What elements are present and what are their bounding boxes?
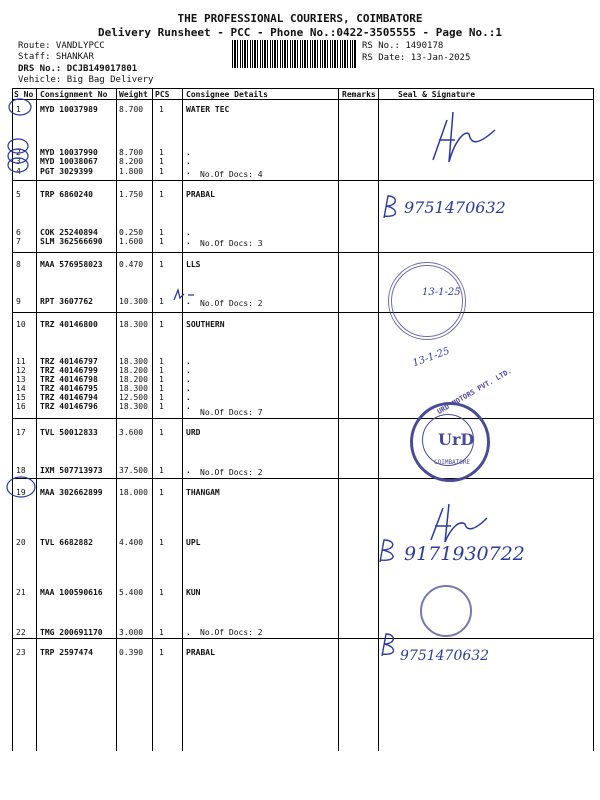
initials-mark	[376, 632, 402, 660]
cell-sno: 4	[16, 167, 21, 176]
cell-wt: 37.500	[119, 466, 148, 475]
cell-cn: RPT 3607762	[40, 297, 93, 306]
cell-cons: .	[186, 384, 191, 393]
cell-wt: 18.000	[119, 488, 148, 497]
cell-sno: 3	[16, 157, 21, 166]
doc-count: No.Of Docs: 4	[200, 170, 263, 179]
cell-cn: TRP 2597474	[40, 648, 93, 657]
cell-pcs: 1	[159, 384, 164, 393]
cell-pcs: 1	[159, 148, 164, 157]
barcode	[232, 40, 356, 68]
cell-cons: .	[186, 393, 191, 402]
cell-cn: MYD 10038067	[40, 157, 98, 166]
cell-pcs: 1	[159, 628, 164, 637]
doc-count: No.Of Docs: 7	[200, 408, 263, 417]
cell-sno: 8	[16, 260, 21, 269]
cell-wt: 8.200	[119, 157, 144, 166]
cell-cons: WATER TEC	[186, 105, 230, 114]
cell-cons: URD	[186, 428, 201, 437]
group-divider	[12, 180, 594, 181]
cell-sno: 11	[16, 357, 26, 366]
group-divider	[12, 638, 594, 639]
cell-cn: SLM 362566690	[40, 237, 103, 246]
handwritten-date: 13-1-25	[411, 345, 452, 370]
cell-sno: 9	[16, 297, 21, 306]
cell-pcs: 1	[159, 366, 164, 375]
rs-date: RS Date: 13-Jan-2025	[362, 53, 471, 63]
group-divider	[12, 478, 594, 479]
group-divider	[12, 312, 594, 313]
weight-correction-mark	[172, 288, 196, 302]
cell-cn: TMG 200691170	[40, 628, 103, 637]
cell-wt: 18.300	[119, 402, 148, 411]
initials-mark	[374, 536, 402, 566]
col-line	[338, 89, 339, 751]
col-header-weight: Weight	[119, 90, 148, 99]
pen-circles	[0, 90, 40, 510]
cell-cn: MAA 576958023	[40, 260, 103, 269]
cell-wt: 1.750	[119, 190, 144, 199]
cell-sno: 18	[16, 466, 26, 475]
cell-sno: 14	[16, 384, 26, 393]
small-stamp	[420, 585, 472, 637]
col-header-pcs: PCS	[155, 90, 170, 99]
signature-mark	[425, 500, 495, 545]
round-stamp	[388, 262, 466, 340]
pen-circle-mark	[9, 99, 31, 115]
group-divider	[12, 418, 594, 419]
pen-circle-mark	[8, 158, 28, 172]
cell-cn: TRZ 40146797	[40, 357, 98, 366]
cell-cons: KUN	[186, 588, 201, 597]
doc-count: No.Of Docs: 3	[200, 239, 263, 248]
cell-wt: 3.600	[119, 428, 144, 437]
cell-cons: .	[186, 375, 191, 384]
cell-sno: 23	[16, 648, 26, 657]
cell-pcs: 1	[159, 538, 164, 547]
cell-cn: TRP 6860240	[40, 190, 93, 199]
cell-cons: .	[186, 366, 191, 375]
cell-cons: PRABAL	[186, 648, 215, 657]
doc-count: No.Of Docs: 2	[200, 299, 263, 308]
cell-cn: MAA 100590616	[40, 588, 103, 597]
rs-number: RS No.: 1490178	[362, 41, 444, 51]
cell-pcs: 1	[159, 402, 164, 411]
cell-cons: .	[186, 148, 191, 157]
cell-pcs: 1	[159, 157, 164, 166]
cell-cons: .	[186, 167, 191, 176]
staff-label: Staff: SHANKAR	[18, 52, 94, 62]
cell-pcs: 1	[159, 167, 164, 176]
handwritten-phone: 9751470632	[404, 198, 506, 217]
drs-label: DRS No.: DCJB149017801	[18, 64, 138, 74]
cell-pcs: 1	[159, 297, 164, 306]
cell-wt: 0.470	[119, 260, 144, 269]
cell-wt: 5.400	[119, 588, 144, 597]
handwritten-phone: 9751470632	[400, 648, 490, 664]
pen-circle-mark	[8, 149, 28, 163]
cell-pcs: 1	[159, 190, 164, 199]
cell-pcs: 1	[159, 237, 164, 246]
col-header-remarks: Remarks	[342, 90, 376, 99]
col-line	[116, 89, 117, 751]
cell-cons: SOUTHERN	[186, 320, 225, 329]
cell-cn: TRZ 40146794	[40, 393, 98, 402]
cell-sno: 1	[16, 105, 21, 114]
cell-sno: 19	[16, 488, 26, 497]
cell-sno: 13	[16, 375, 26, 384]
cell-cons: .	[186, 402, 191, 411]
cell-sno: 7	[16, 237, 21, 246]
signature-mark	[425, 100, 505, 170]
runsheet-table	[12, 88, 594, 751]
handwritten-date: 13-1-25	[422, 287, 461, 298]
cell-cons: .	[186, 628, 191, 637]
stamp-logo-text: UrD	[438, 430, 475, 449]
cell-sno: 15	[16, 393, 26, 402]
cell-cons: .	[186, 297, 191, 306]
col-header-consignment: Consignment No	[40, 90, 108, 99]
cell-wt: 12.500	[119, 393, 148, 402]
cell-wt: 18.200	[119, 375, 148, 384]
cell-pcs: 1	[159, 105, 164, 114]
cell-cn: MYD 10037989	[40, 105, 98, 114]
cell-sno: 16	[16, 402, 26, 411]
initials-mark	[378, 194, 404, 222]
cell-cn: MAA 302662899	[40, 488, 103, 497]
cell-cons: .	[186, 157, 191, 166]
header-divider	[12, 99, 594, 100]
doc-count: No.Of Docs: 2	[200, 468, 263, 477]
cell-wt: 18.300	[119, 384, 148, 393]
cell-pcs: 1	[159, 260, 164, 269]
cell-cn: PGT 3029399	[40, 167, 93, 176]
cell-cn: IXM 507713973	[40, 466, 103, 475]
cell-cons: UPL	[186, 538, 201, 547]
cell-cn: TRZ 40146795	[40, 384, 98, 393]
cell-wt: 0.250	[119, 228, 144, 237]
cell-pcs: 1	[159, 428, 164, 437]
cell-wt: 8.700	[119, 148, 144, 157]
cell-wt: 10.300	[119, 297, 148, 306]
runsheet-subtitle: Delivery Runsheet - PCC - Phone No.:0422-3505555 - Page No.:1	[98, 26, 502, 39]
cell-cn: TRZ 40146796	[40, 402, 98, 411]
cell-sno: 21	[16, 588, 26, 597]
cell-cons: .	[186, 237, 191, 246]
cell-sno: 22	[16, 628, 26, 637]
cell-wt: 1.800	[119, 167, 144, 176]
cell-cons: .	[186, 228, 191, 237]
cell-wt: 4.400	[119, 538, 144, 547]
cell-cn: COK 25240894	[40, 228, 98, 237]
cell-pcs: 1	[159, 375, 164, 384]
col-header-seal: Seal & Signature	[398, 90, 476, 99]
handwritten-phone: 9171930722	[404, 543, 525, 565]
cell-sno: 17	[16, 428, 26, 437]
vehicle-label: Vehicle: Big Bag Delivery	[18, 75, 154, 85]
cell-cn: TVL 6682882	[40, 538, 93, 547]
col-header-sno: S No	[14, 90, 34, 99]
cell-cn: TRZ 40146799	[40, 366, 98, 375]
col-line	[182, 89, 183, 751]
col-line	[593, 89, 594, 751]
cell-sno: 10	[16, 320, 26, 329]
pen-circle-mark	[7, 477, 35, 497]
runsheet-title: THE PROFESSIONAL COURIERS, COIMBATORE	[177, 12, 423, 25]
cell-wt: 3.000	[119, 628, 144, 637]
stamp-company-text: URD MOTORS PVT. LTD.	[436, 366, 514, 416]
cell-sno: 5	[16, 190, 21, 199]
cell-pcs: 1	[159, 466, 164, 475]
cell-pcs: 1	[159, 488, 164, 497]
group-divider	[12, 252, 594, 253]
cell-cons: THANGAM	[186, 488, 220, 497]
cell-wt: 1.600	[119, 237, 144, 246]
col-header-consignee: Consignee Details	[186, 90, 268, 99]
cell-pcs: 1	[159, 320, 164, 329]
col-line	[152, 89, 153, 751]
cell-sno: 20	[16, 538, 26, 547]
cell-cons: LLS	[186, 260, 201, 269]
cell-pcs: 1	[159, 357, 164, 366]
cell-pcs: 1	[159, 393, 164, 402]
cell-pcs: 1	[159, 588, 164, 597]
stamp-city-text: COIMBATORE	[434, 459, 471, 466]
cell-wt: 18.200	[119, 366, 148, 375]
doc-count: No.Of Docs: 2	[200, 628, 263, 637]
route-label: Route: VANDLYPCC	[18, 41, 105, 51]
cell-pcs: 1	[159, 228, 164, 237]
cell-cn: TVL 50012833	[40, 428, 98, 437]
cell-cons: .	[186, 466, 191, 475]
cell-cn: TRZ 40146798	[40, 375, 98, 384]
cell-sno: 6	[16, 228, 21, 237]
cell-cons: PRABAL	[186, 190, 215, 199]
cell-cn: MYD 10037990	[40, 148, 98, 157]
cell-wt: 18.300	[119, 320, 148, 329]
cell-sno: 12	[16, 366, 26, 375]
cell-wt: 18.300	[119, 357, 148, 366]
cell-cons: .	[186, 357, 191, 366]
cell-wt: 0.390	[119, 648, 144, 657]
cell-pcs: 1	[159, 648, 164, 657]
cell-sno: 2	[16, 148, 21, 157]
cell-wt: 8.700	[119, 105, 144, 114]
cell-cn: TRZ 40146800	[40, 320, 98, 329]
